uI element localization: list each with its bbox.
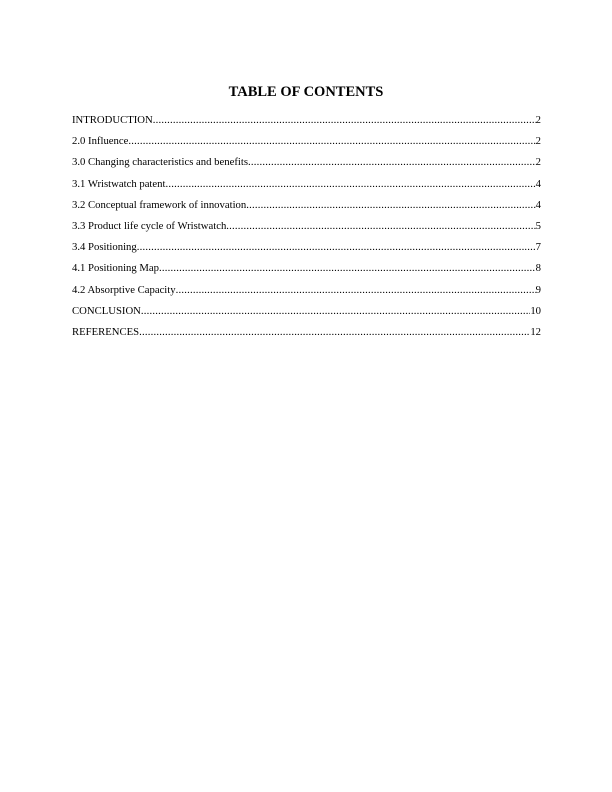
toc-entry-positioning-map[interactable]	[72, 261, 541, 282]
toc-entry-page: 10	[530, 304, 541, 317]
toc-dot-leader	[246, 198, 535, 212]
toc-entry-page: 12	[530, 325, 541, 338]
toc-entry-conclusion[interactable]	[72, 304, 541, 325]
toc-title: TABLE OF CONTENTS	[228, 84, 384, 100]
toc-entry-label: INTRODUCTION	[72, 114, 153, 126]
toc-entry-label: 4.1 Positioning Map	[72, 262, 159, 275]
toc-entry-references[interactable]	[72, 325, 541, 346]
toc-entry-page: 2	[535, 114, 541, 126]
toc-entry-influence[interactable]	[72, 134, 541, 155]
toc-dot-leader	[141, 304, 530, 318]
toc-list	[72, 113, 541, 346]
toc-entry-product-life-cycle[interactable]	[72, 219, 541, 240]
toc-entry-label: 4.2 Absorptive Capacity	[72, 283, 176, 296]
toc-entry-label: 3.1 Wristwatch patent	[72, 177, 166, 190]
toc-dot-leader	[137, 240, 536, 254]
toc-dot-leader	[159, 261, 536, 275]
toc-entry-label: CONCLUSION	[72, 304, 141, 317]
toc-entry-label: REFERENCES	[72, 325, 140, 338]
toc-entry-changing-characteristics[interactable]	[72, 155, 541, 176]
toc-entry-page: 9	[535, 283, 541, 296]
toc-entry-page: 8	[535, 262, 541, 275]
toc-entry-conceptual-framework[interactable]	[72, 198, 541, 219]
toc-dot-leader	[128, 134, 535, 148]
toc-entry-page: 2	[535, 135, 541, 148]
toc-entry-page: 4	[535, 177, 541, 190]
toc-entry-introduction[interactable]	[72, 113, 541, 134]
toc-entry-page: 7	[535, 241, 541, 254]
toc-dot-leader	[176, 283, 536, 297]
toc-entry-page: 2	[535, 156, 541, 169]
toc-entry-absorptive-capacity[interactable]	[72, 283, 541, 304]
toc-entry-label: 3.3 Product life cycle of Wristwatch	[72, 219, 227, 232]
toc-entry-wristwatch-patent[interactable]	[72, 177, 541, 198]
toc-dot-leader	[153, 113, 536, 127]
toc-entry-label: 3.4 Positioning	[72, 241, 137, 254]
toc-dot-leader	[226, 219, 535, 233]
toc-dot-leader	[139, 325, 530, 339]
toc-entry-page: 5	[535, 219, 541, 232]
toc-entry-positioning[interactable]	[72, 240, 541, 261]
toc-entry-label: 3.2 Conceptual framework of innovation	[72, 198, 247, 211]
toc-entry-label: 2.0 Influence	[72, 135, 129, 148]
toc-dot-leader	[165, 177, 535, 191]
toc-entry-label: 3.0 Changing characteristics and benefits	[72, 156, 248, 169]
toc-dot-leader	[248, 155, 536, 169]
toc-entry-page: 4	[535, 198, 541, 211]
